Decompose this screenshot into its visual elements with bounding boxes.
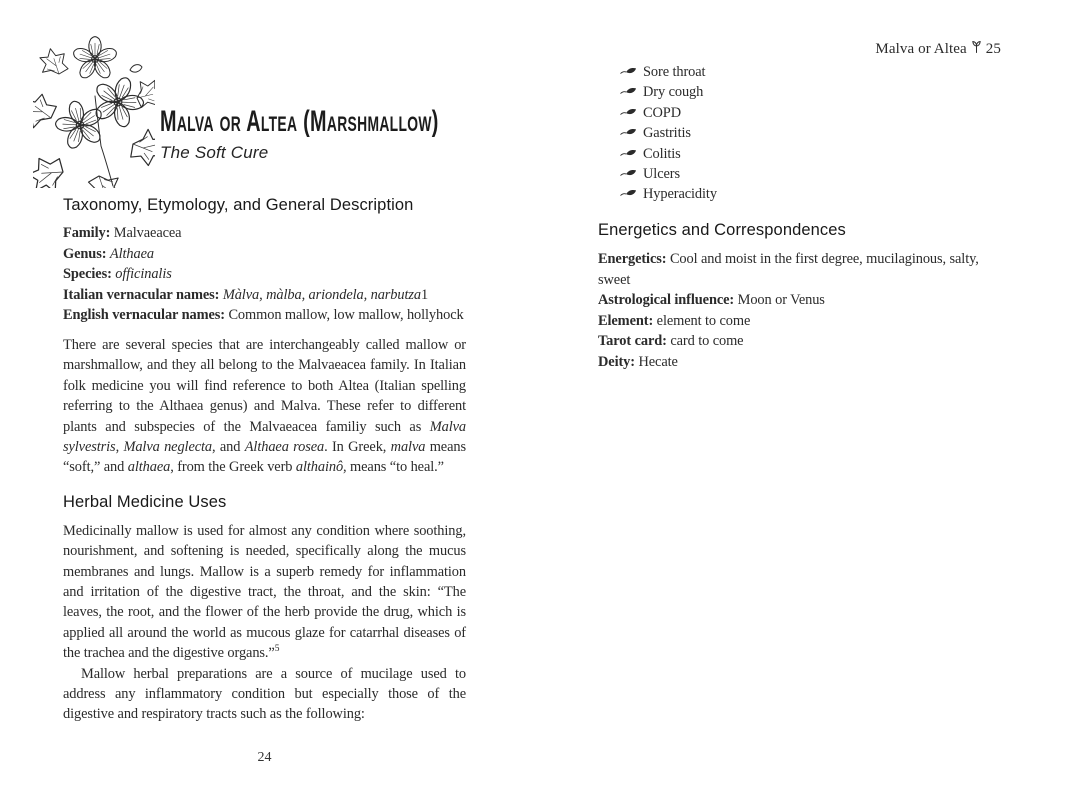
- conditions-list: [620, 62, 717, 205]
- correspondence-fields: [598, 249, 1001, 373]
- taxonomy-field-italian-names: Italian vernacular names: Màlva, màlba, ariondela, narbutza1: [63, 286, 429, 303]
- list-item: [620, 144, 717, 164]
- taxonomy-fields: [63, 223, 466, 326]
- list-item: [620, 184, 717, 204]
- list-item: [620, 164, 717, 184]
- leaf-bullet-icon: [620, 144, 637, 164]
- chapter-subtitle: The Soft Cure: [160, 143, 269, 162]
- energetics-section-heading: Energetics and Correspondences: [598, 221, 846, 239]
- leaf-bullet-icon: [620, 184, 637, 204]
- list-item: [620, 62, 717, 82]
- list-item-label: Ulcers: [643, 166, 680, 183]
- leaf-bullet-icon: [620, 164, 637, 184]
- taxonomy-section-heading: Taxonomy, Etymology, and General Description: [63, 196, 414, 214]
- running-header: [875, 40, 1001, 58]
- taxonomy-field-species: Species: officinalis: [63, 266, 172, 283]
- leaf-bullet-icon: [620, 82, 637, 102]
- leaf-bullet-icon: [620, 62, 637, 82]
- list-item: [620, 82, 717, 102]
- intro-paragraph: There are several species that are interchangeably called mallow or marshmallow, and they all belong to the Malvaeacea family. In Italian folk medicine you will find reference to both Altea (Italian spelling referring to the Althaea genus) and Malva. These refer to different plants and subspecies of the Malvaeacea familiy such as Malva sylvestris, Malva neglecta, and Althaea rosea. In Greek, malva means “soft,” and althaea, from the Greek verb althainô, means “to heal.”: [63, 336, 466, 476]
- list-item-label: Gastritis: [643, 125, 691, 142]
- left-page-body: [63, 196, 466, 725]
- uses-paragraph-2: Mallow herbal preparations are a source of mucilage used to address any inflammatory condition but especially those of the digestive and respiratory tracts such as the following:: [63, 665, 466, 723]
- chapter-title-block: [160, 106, 582, 163]
- taxonomy-field-english-names: English vernacular names: Common mallow, low mallow, hollyhock: [63, 307, 464, 324]
- page-number-left: 24: [257, 750, 272, 765]
- page-number-right: 25: [985, 40, 1001, 57]
- sprout-icon: [972, 40, 981, 58]
- list-item-label: Colitis: [643, 145, 681, 162]
- uses-paragraph: Medicinally mallow is used for almost any condition where soothing, nourishment, and softening is needed, specifically along the mucus membranes and lungs. Mallow is a superb remedy for inflammation and irritation of the digestive tract, the throat, and the skin: “The leaves, the root, and the flower of the herb provide the drug, which is applied all around the world as mucous glaze for catarrhal diseases of the trachea and the digestive organs.”$^5$: [63, 522, 466, 662]
- list-item-label: Hyperacidity: [643, 186, 717, 203]
- mallow-flower-illustration: [33, 26, 155, 188]
- field-astrological-influence: Astrological influence: Moon or Venus: [598, 292, 825, 309]
- field-energetics: Energetics: Cool and moist in the first degree, mucilaginous, salty, sweet: [598, 251, 979, 288]
- field-tarot-card: Tarot card: card to come: [598, 333, 744, 350]
- taxonomy-field-family: Family: Malvaeacea: [63, 225, 182, 241]
- list-item-label: Sore throat: [643, 64, 706, 80]
- chapter-title: Malva or Altea (Marshmallow): [160, 105, 439, 138]
- list-item-label: COPD: [643, 104, 681, 121]
- taxonomy-field-genus: Genus: Althaea: [63, 245, 154, 262]
- leaf-bullet-icon: [620, 123, 637, 143]
- energetics-section: [598, 221, 1001, 373]
- field-deity: Deity: Hecate: [598, 353, 678, 370]
- list-item-label: Dry cough: [643, 84, 704, 101]
- list-item: [620, 123, 717, 143]
- field-element: Element: element to come: [598, 312, 751, 329]
- uses-section-heading: Herbal Medicine Uses: [63, 492, 227, 511]
- running-header-title: Malva or Altea: [875, 40, 967, 57]
- leaf-bullet-icon: [620, 103, 637, 123]
- list-item: [620, 103, 717, 123]
